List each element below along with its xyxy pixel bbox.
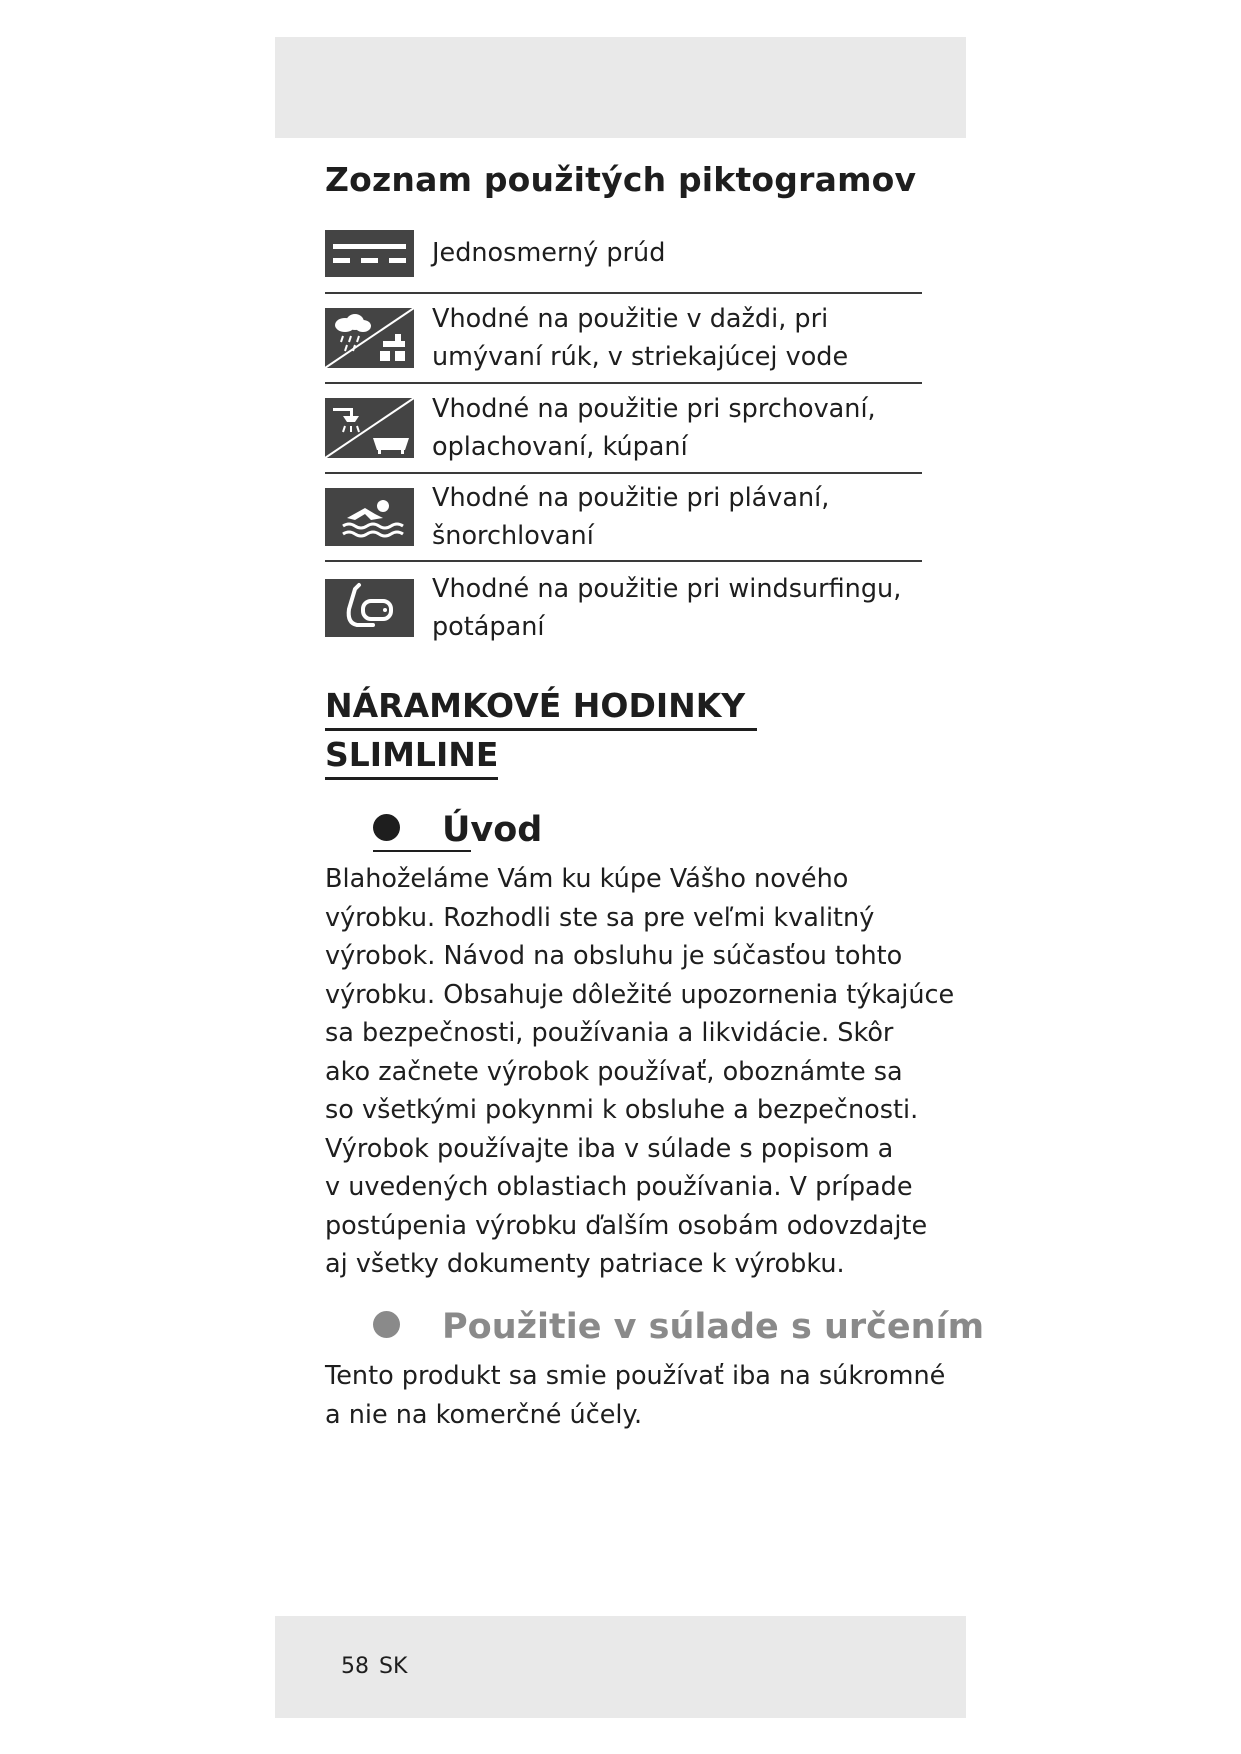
rain-splash-icon	[325, 308, 414, 368]
shower-bath-icon	[325, 398, 414, 458]
bullet-icon	[373, 814, 400, 841]
pictogram-row	[325, 562, 922, 654]
pictogram-label: Vhodné na použitie pri plávaní, šnorchlovaní	[432, 483, 830, 551]
page-number-value: 58	[341, 1654, 369, 1679]
page-title: Zoznam použitých piktogramov	[325, 160, 917, 199]
page-number	[341, 1654, 407, 1679]
footer-band	[275, 1616, 966, 1718]
pictogram-row	[325, 222, 922, 294]
swimming-icon	[325, 488, 414, 546]
product-heading-line-2: SLIMLINE	[325, 733, 498, 780]
pictogram-label: Jednosmerný prúd	[432, 238, 666, 268]
section-heading-intended-use: Použitie v súlade s určením	[373, 1305, 984, 1349]
pictogram-row	[325, 384, 922, 474]
product-heading	[325, 682, 757, 780]
pictogram-label: Vhodné na použitie v daždi, pri umývaní rúk, v striekajúcej vode	[432, 304, 849, 372]
intro-paragraph: Blahoželáme Vám ku kúpe Vášho nového výrobku. Rozhodli ste sa pre veľmi kvalitný výrobok. Návod na obsluhu je súčasťou tohto výrobku. Obsahuje dôležité upozornenia týkajúce sa bezpečnosti, používania a likvidácie. Skôr ako začnete výrobok používať, oboznámte sa so všetkými pokynmi k obsluhe a bezpečnosti. Výrobok používajte iba v súlade s popisom a v uvedených oblastiach používania. V prípade postúpenia výrobku ďalším osobám odovzdajte aj všetky dokumenty patriace k výrobku.	[325, 864, 955, 1279]
pictogram-row	[325, 474, 922, 562]
language-code: SK	[379, 1654, 408, 1679]
section-underline	[373, 850, 471, 852]
pictogram-label: Vhodné na použitie pri windsurfingu, potápaní	[432, 574, 902, 642]
pictogram-label: Vhodné na použitie pri sprchovaní, oplachovaní, kúpaní	[432, 394, 876, 462]
pictogram-list	[325, 222, 922, 654]
header-band	[275, 37, 966, 138]
bullet-icon	[373, 1311, 400, 1338]
product-heading-line-1: NÁRAMKOVÉ HODINKY	[325, 684, 757, 731]
section-heading-intro: Úvod	[373, 808, 542, 852]
direct-current-icon	[325, 230, 414, 277]
snorkel-mask-icon	[325, 579, 414, 637]
intended-use-paragraph: Tento produkt sa smie používať iba na súkromné a nie na komerčné účely.	[325, 1361, 946, 1430]
pictogram-row	[325, 294, 922, 384]
